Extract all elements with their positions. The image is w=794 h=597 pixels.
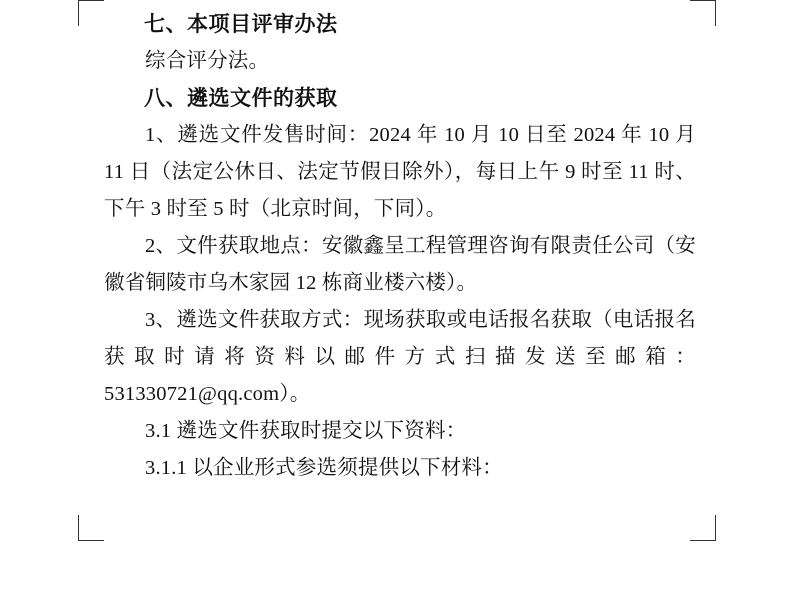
item-3-1-paragraph: 3.1 遴选文件获取时提交以下资料： [145,420,467,442]
section-8-heading: 八、遴选文件的获取 [144,86,338,110]
section-7-heading: 七、本项目评审办法 [144,12,338,36]
crop-mark-top-left-icon [78,0,104,26]
crop-mark-bottom-left-icon [78,515,104,541]
item-1-paragraph: 1、遴选文件发售时间：2024 年 10 月 10 日至 2024 年 10 月 11 日（法定公休日、法定节假日除外），每日上午 9 时至 11 时、下午 3 时至 5 时（北京时间，下同）。 [104,124,696,220]
document-text-body [104,6,696,487]
item-3-1-1-paragraph: 3.1.1 以企业形式参选须提供以下材料： [145,457,503,479]
crop-mark-bottom-right-icon [690,515,716,541]
item-2-paragraph: 2、文件获取地点：安徽鑫呈工程管理咨询有限责任公司（安徽省铜陵市乌木家园 12 栋商业楼六楼）。 [104,235,696,294]
item-3-paragraph: 3、遴选文件获取方式：现场获取或电话报名获取（电话报名获取时请将资料以邮件方式扫描发送至邮箱：531330721@qq.com）。 [104,309,696,405]
section-7-body: 综合评分法。 [145,50,270,72]
